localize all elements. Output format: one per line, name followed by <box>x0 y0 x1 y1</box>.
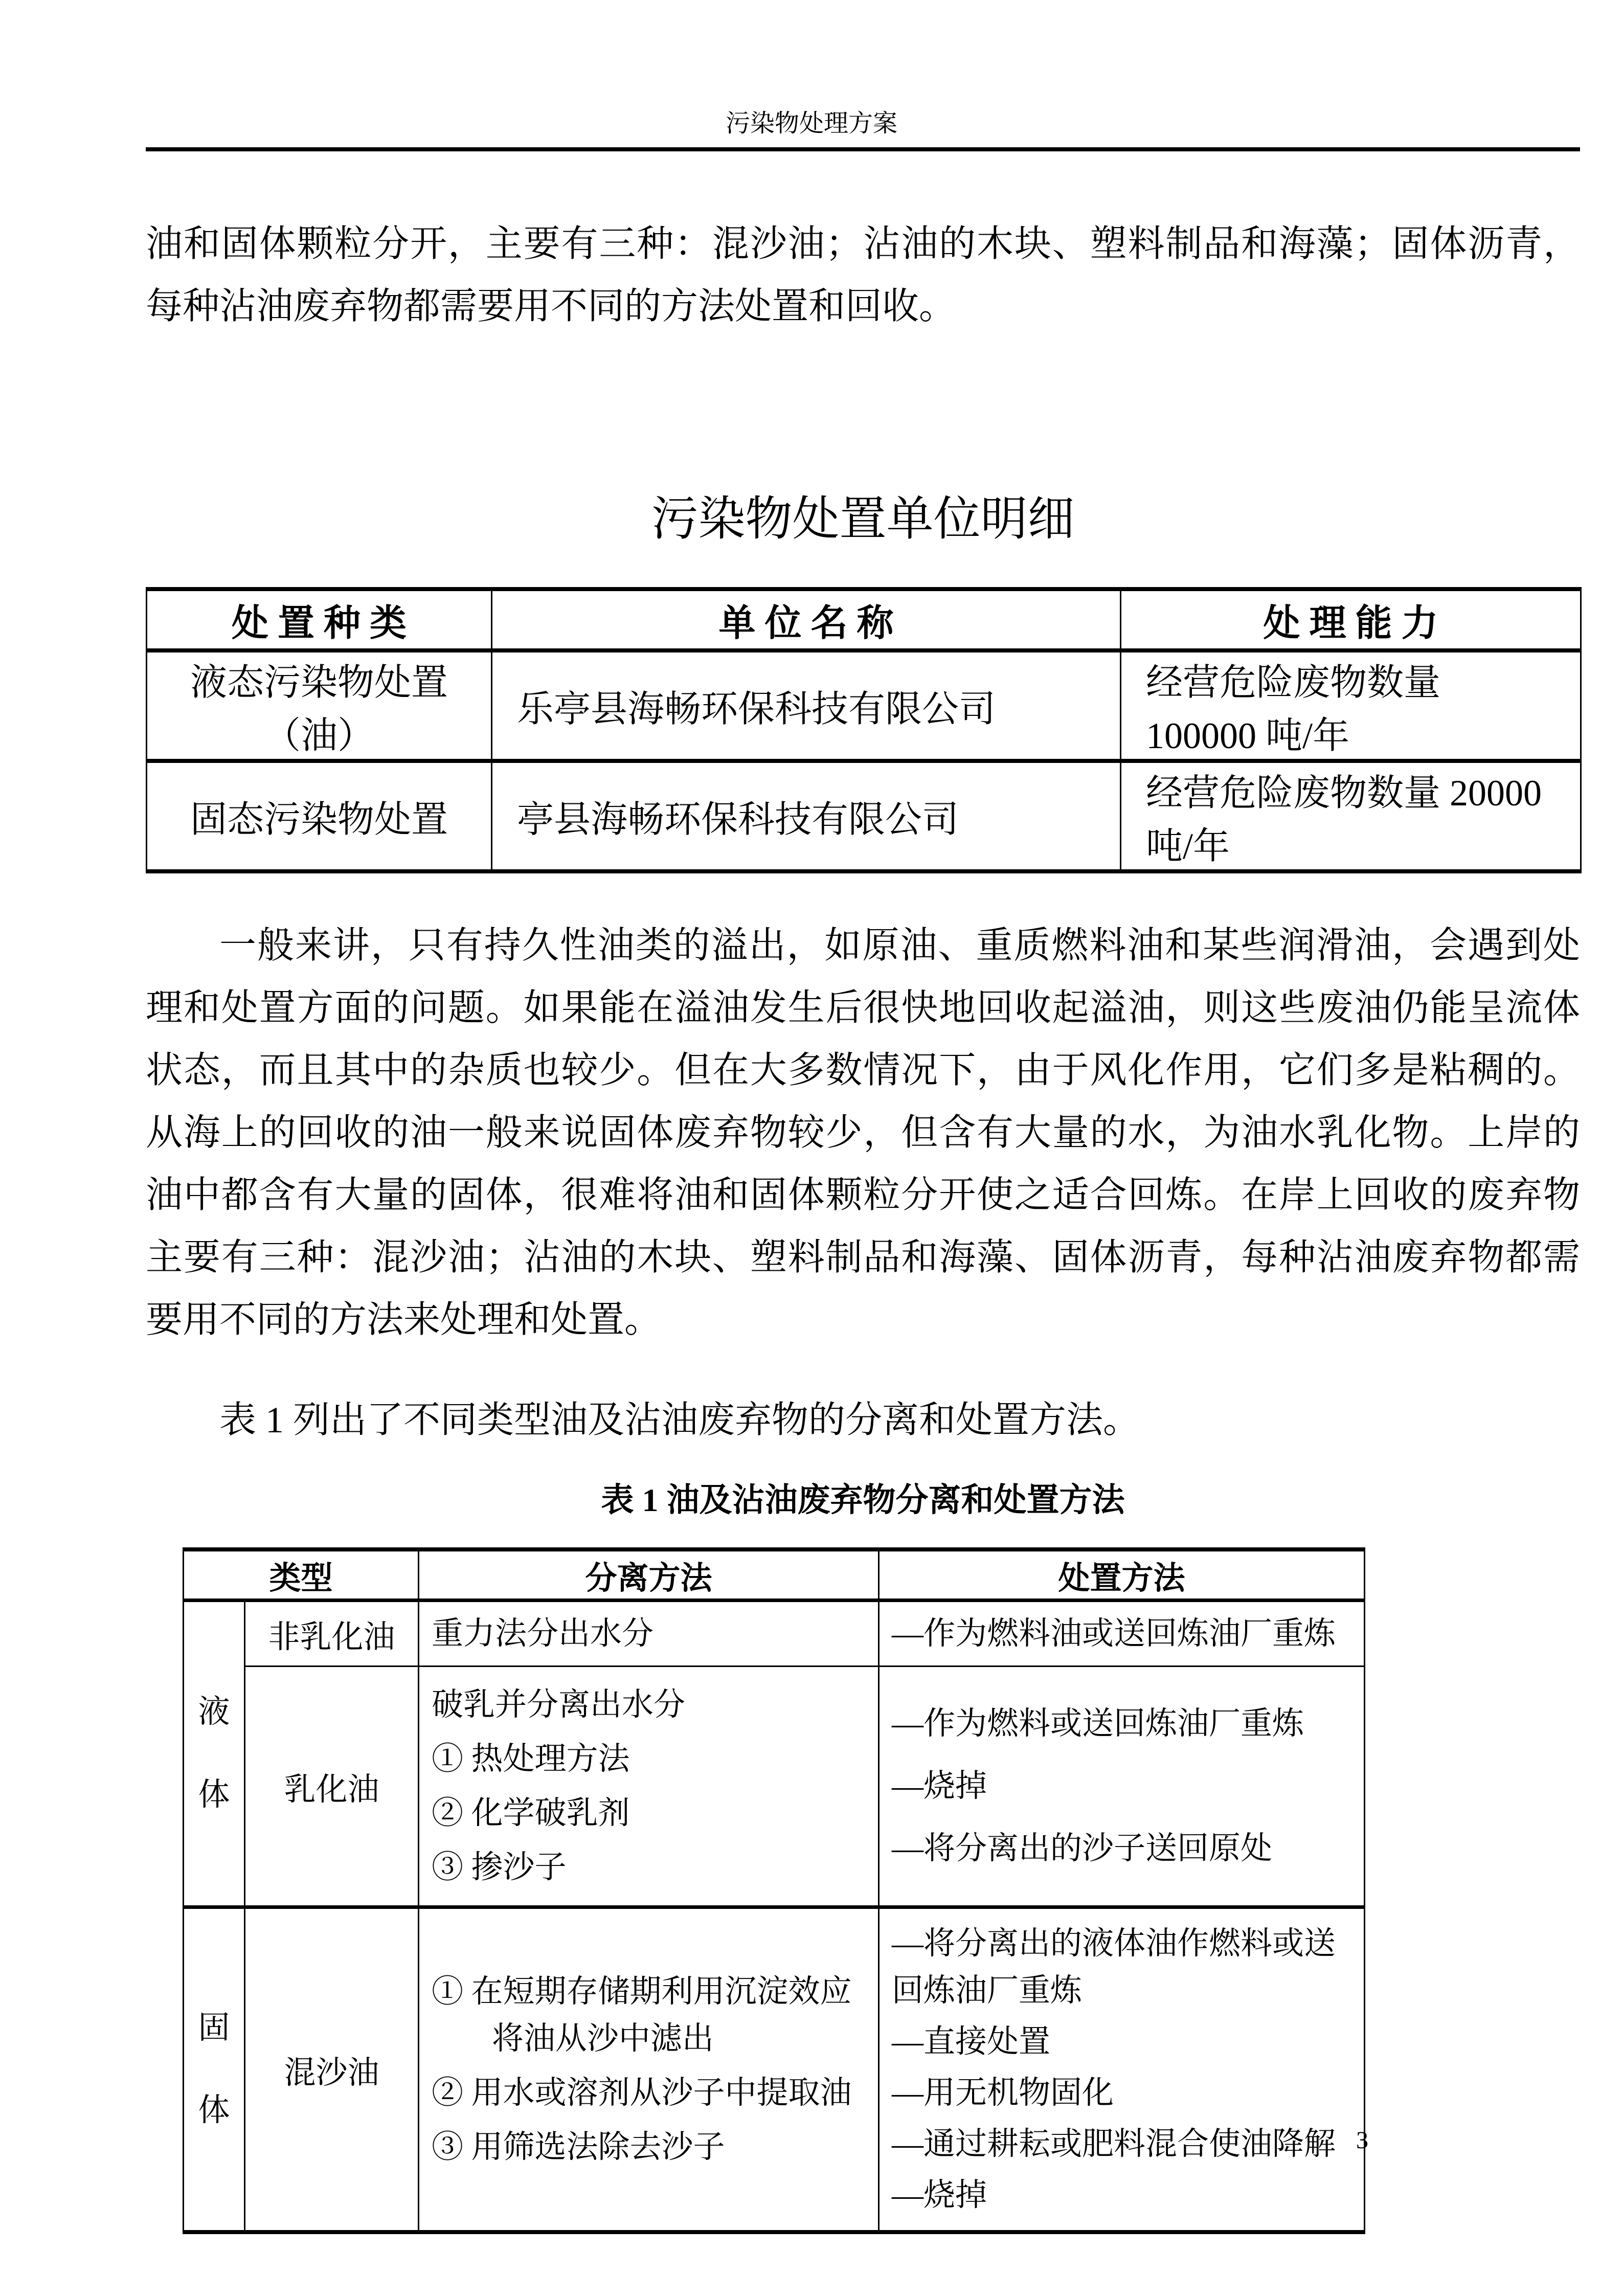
disposal-line: —烧掉 <box>892 1769 987 1804</box>
type-non-emulsified-oil: 非乳化油 <box>245 1601 419 1667</box>
disposal-line: —用无机物固化 <box>892 2076 1114 2110</box>
methods-header-type: 类型 <box>184 1549 419 1601</box>
units-row1-capacity: 经营危险废物数量 100000 吨/年 <box>1121 650 1581 761</box>
methods-table-header-row <box>184 1549 1365 1601</box>
separation-line: ② 化学破乳剂 <box>432 1796 630 1831</box>
methods-row-emulsified <box>184 1667 1365 1907</box>
units-table <box>146 587 1582 873</box>
state-label-liquid-text: 液体 <box>198 1695 230 1812</box>
table-intro-sentence: 表 1 列出了不同类型油及沾油废弃物的分离和处置方法。 <box>219 1400 1140 1440</box>
disposal-emulsified <box>879 1667 1365 1907</box>
units-row2-category: 固态污染物处置 <box>147 761 492 871</box>
header-rule <box>146 147 1580 151</box>
units-table-row <box>147 650 1581 761</box>
methods-header-disposal: 处置方法 <box>879 1549 1365 1601</box>
running-header <box>0 0 1623 139</box>
separation-line: ③ 掺沙子 <box>432 1850 567 1885</box>
separation-emulsified <box>419 1667 879 1907</box>
separation-non-emulsified <box>419 1601 879 1667</box>
disposal-line: —作为燃料油或送回炼油厂重炼 <box>892 1616 1336 1651</box>
separation-sand-oil <box>419 1907 879 2233</box>
separation-line: 重力法分出水分 <box>432 1616 654 1651</box>
running-header-title: 污染物处理方案 <box>725 110 897 137</box>
units-header-category: 处 置 种 类 <box>147 589 492 650</box>
units-row1-category: 液态污染物处置（油） <box>147 650 492 761</box>
state-label-solid-text: 固体 <box>198 2010 230 2128</box>
separation-line: ① 热处理方法 <box>432 1742 630 1776</box>
state-label-liquid <box>184 1601 245 1907</box>
state-label-solid <box>184 1907 245 2233</box>
separation-line: ① 在短期存储期利用沉淀效应将油从沙中滤出 <box>432 1974 852 2056</box>
separation-line: 破乳并分离出水分 <box>432 1687 686 1722</box>
separation-line: ② 用水或溶剂从沙子中提取油 <box>432 2076 852 2110</box>
disposal-sand-oil <box>879 1907 1365 2233</box>
units-header-unit-name: 单 位 名 称 <box>492 589 1121 650</box>
units-table-row <box>147 761 1581 871</box>
disposal-line: —将分离出的沙子送回原处 <box>892 1831 1273 1866</box>
methods-table-caption: 表 1 油及沾油废弃物分离和处置方法 <box>601 1482 1125 1518</box>
disposal-line: —通过耕耘或肥料混合使油降解 <box>892 2127 1336 2162</box>
units-row1-unit-name: 乐亭县海畅环保科技有限公司 <box>492 650 1121 761</box>
intro-paragraph: 油和固体颗粒分开，主要有三种：混沙油；沾油的木块、塑料制品和海藻；固体沥青，每种沾油废弃物都需要用不同的方法处置和回收。 <box>146 223 1580 327</box>
units-table-header-row <box>147 589 1581 650</box>
methods-header-separation: 分离方法 <box>419 1549 879 1601</box>
separation-line: ③ 用筛选法除去沙子 <box>432 2130 725 2165</box>
methods-table <box>183 1547 1365 2234</box>
section-title: 污染物处置单位明细 <box>651 493 1075 545</box>
units-header-capacity: 处 理 能 力 <box>1121 589 1581 650</box>
disposal-line: —直接处置 <box>892 2024 1051 2059</box>
type-emulsified-oil: 乳化油 <box>245 1667 419 1907</box>
units-row2-capacity: 经营危险废物数量 20000 吨/年 <box>1121 761 1581 871</box>
units-row2-unit-name: 亭县海畅环保科技有限公司 <box>492 761 1121 871</box>
disposal-line: —作为燃料或送回炼油厂重炼 <box>892 1706 1304 1741</box>
page-number: 3 <box>1356 2127 1368 2154</box>
disposal-non-emulsified <box>879 1601 1365 1667</box>
disposal-line: —将分离出的液体油作燃料或送回炼油厂重炼 <box>892 1926 1336 2008</box>
methods-row-sand-oil <box>184 1907 1365 2233</box>
methods-row-non-emulsified <box>184 1601 1365 1667</box>
body-paragraph: 一般来讲，只有持久性油类的溢出，如原油、重质燃料油和某些润滑油，会遇到处理和处置方面的问题。如果能在溢油发生后很快地回收起溢油，则这些废油仍能呈流体状态，而且其中的杂质也较少。但在大多数情况下，由于风化作用，它们多是粘稠的。从海上的回收的油一般来说固体废弃物较少，但含有大量的水，为油水乳化物。上岸的油中都含有大量的固体，很难将油和固体颗粒分开使之适合回炼。在岸上回收的废弃物主要有三种：混沙油；沾油的木块、塑料制品和海藻、固体沥青，每种沾油废弃物都需要用不同的方法来处理和处置。 <box>146 925 1580 1340</box>
disposal-line: —烧掉 <box>892 2178 987 2213</box>
type-sand-mixed-oil: 混沙油 <box>245 1907 419 2233</box>
